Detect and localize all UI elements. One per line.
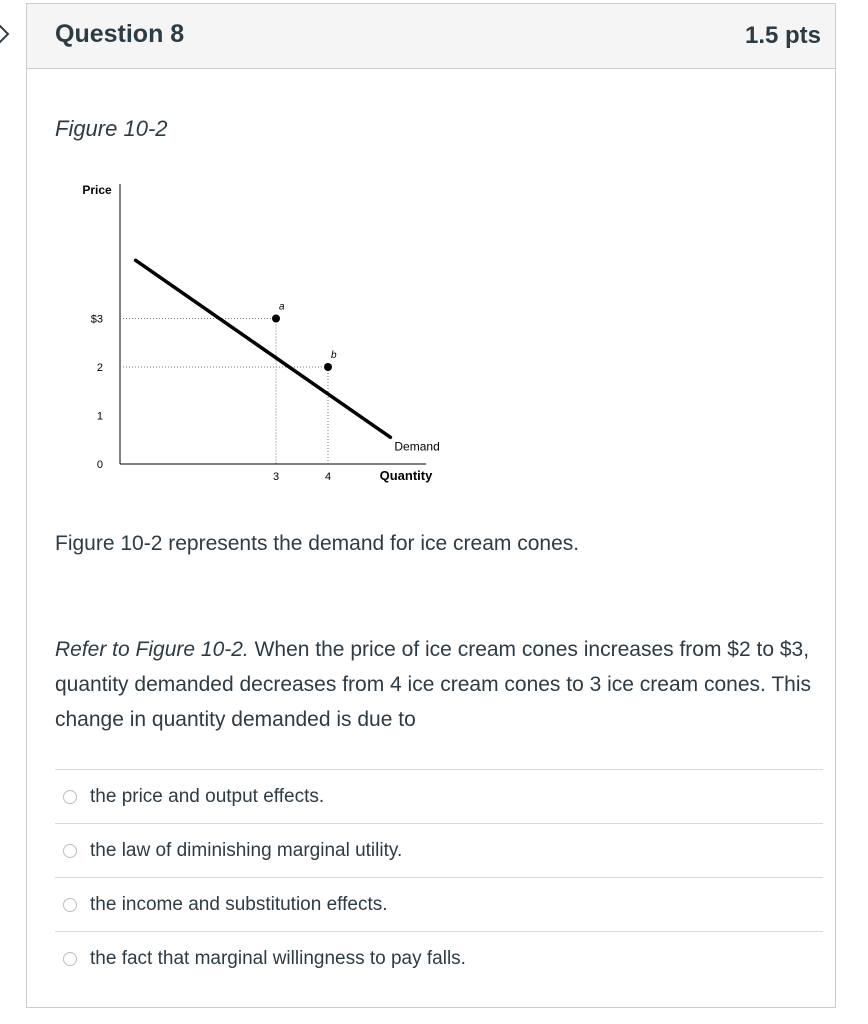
y-tick-label: 2 <box>96 362 103 374</box>
question-card <box>26 3 836 1008</box>
radio-button[interactable] <box>63 952 77 966</box>
answer-option[interactable] <box>55 877 823 931</box>
answer-option[interactable] <box>55 769 823 823</box>
answer-label: the price and output effects. <box>90 785 325 807</box>
y-tick-label: $3 <box>90 313 103 326</box>
x-tick-label: 3 <box>272 471 280 483</box>
question-points: 1.5 pts <box>744 22 821 49</box>
lead-text: Figure 10-2 represents the demand for ice cream cones. <box>55 532 580 555</box>
y-tick-label: 1 <box>96 410 103 423</box>
demand-curve <box>136 260 391 437</box>
point-label: b <box>331 350 337 361</box>
y-axis-label: Price <box>82 183 112 197</box>
radio-button[interactable] <box>63 844 77 858</box>
answer-label: the income and substitution effects. <box>90 893 388 915</box>
question-prompt <box>55 632 825 737</box>
answer-label: the fact that marginal willingness to pay falls. <box>90 947 466 969</box>
data-point <box>272 315 280 323</box>
x-axis-label: Quantity <box>379 468 433 483</box>
demand-chart <box>51 174 451 494</box>
answer-option[interactable] <box>55 931 823 985</box>
radio-button[interactable] <box>63 898 77 912</box>
demand-curve-label: Demand <box>394 439 440 454</box>
y-tick-label: 0 <box>96 459 103 471</box>
point-label: a <box>279 301 285 313</box>
x-tick-label: 4 <box>324 471 332 483</box>
radio-button[interactable] <box>63 790 77 804</box>
figure-caption: Figure 10-2 <box>55 116 168 141</box>
question-header <box>27 4 835 69</box>
answer-list <box>55 769 823 985</box>
answer-label: the law of diminishing marginal utility. <box>90 839 403 861</box>
answer-option[interactable] <box>55 823 823 877</box>
chevron-right-icon[interactable] <box>0 22 16 46</box>
prompt-text: When the price of ice cream cones increases from $2 to $3, quantity demanded decreases from 4 ice cream cones to 3 ice cream cones. This change in quantity demanded is due to <box>55 638 811 731</box>
question-title: Question 8 <box>55 20 185 48</box>
data-point <box>324 363 332 371</box>
figure-reference: Refer to Figure 10-2. <box>55 638 249 661</box>
demand-figure <box>51 174 451 499</box>
